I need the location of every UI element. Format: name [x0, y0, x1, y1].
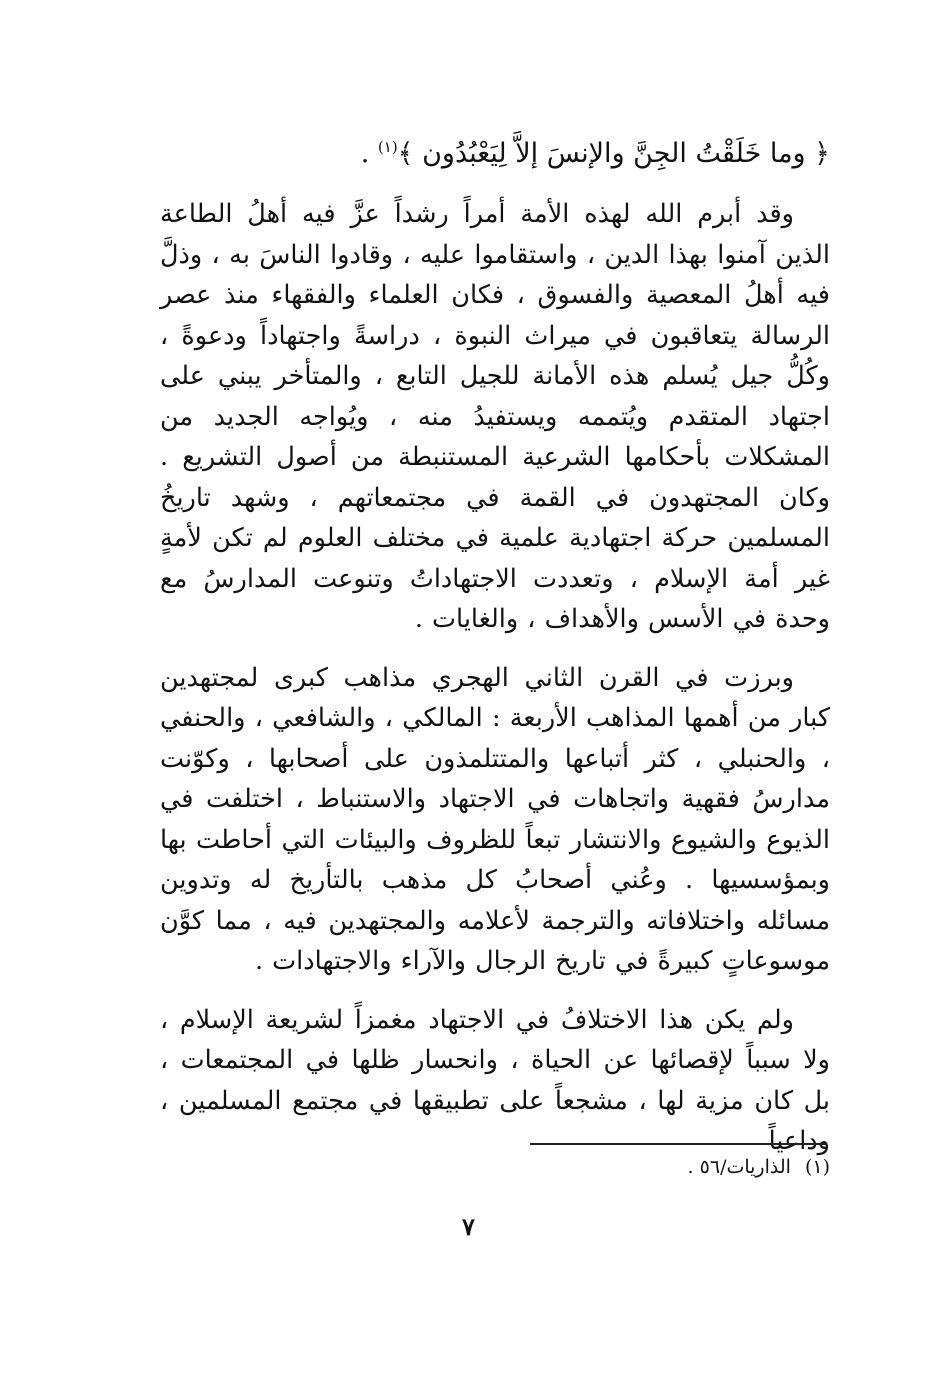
footnote-reference: (١) — [377, 138, 398, 156]
quran-verse — [160, 125, 830, 176]
footnote-separator — [530, 1143, 827, 1145]
footnote — [530, 1154, 830, 1180]
verse-text: ﴿ وما خَلَقْتُ الجِنَّ والإنسَ إلاَّ لِيَعْبُدُون ﴾ — [397, 138, 830, 169]
footnote-text: الذاريات/٥٦ . — [687, 1156, 791, 1178]
footnote-number: (١) — [804, 1156, 830, 1178]
paragraph-3: ولم يكن هذا الاختلافُ في الاجتهاد مغمزاً لشريعة الإسلام ، ولا سبباً لإقصائها عن الحياة ، وانحسار ظلها في المجتمعات ، بل كان مزية لها ، مشجعاً على تطبيقها في مجتمع المسلمين ، وداعياً — [160, 1004, 830, 1156]
paragraph-2: وبرزت في القرن الثاني الهجري مذاهب كبرى لمجتهدين كبار من أهمها المذاهب الأربعة : المالكي ، والشافعي ، والحنفي ، والحنبلي ، كثر أتباعها والمتتلمذون على أصحابها ، وكوّنت مدارسُ فقهية واتجاهات في الاجتهاد والاستنباط ، اختلفت في الذيوع والشيوع والانتشار تبعاً للظروف والبيئات التي أحاطت بها وبمؤسسيها . وعُني أصحابُ كل مذهب بالتأريخ له وتدوين مسائله واختلافاته والترجمة لأعلامه والمجتهدين فيه ، مما كوَّن موسوعاتٍ كبيرةً في تاريخ الرجال والآراء والاجتهادات . — [160, 662, 830, 976]
page-body — [160, 125, 830, 1180]
verse-tail: . — [360, 138, 378, 169]
paragraph-1: وقد أبرم الله لهذه الأمة أمراً رشداً عزَّ فيه أهلُ الطاعة الذين آمنوا بهذا الدين ، واستقاموا عليه ، وقادوا الناسَ به ، وذلَّ فيه أهلُ المعصية والفسوق ، فكان العلماء والفقهاء منذ عصر الرسالة يتعاقبون في ميراث النبوة ، دراسةً واجتهاداً ودعوةً ، وكُلُّ جيل يُسلم هذه الأمانة للجيل التابع ، والمتأخر يبني على اجتهاد المتقدم ويُتممه ويستفيدُ منه ، ويُواجه الجديد من المشكلات بأحكامها الشرعية المستنبطة من أصول التشريع . وكان المجتهدون في القمة في مجتمعاتهم ، وشهد تاريخُ المسلمين حركة اجتهادية علمية في مختلف العلوم لم تكن لأمةٍ غير أمة الإسلام ، وتعددت الاجتهاداتُ وتنوعت المدارسُ مع وحدة في الأسس والأهداف ، والغايات . — [160, 199, 830, 634]
page-number: ٧ — [462, 1212, 475, 1241]
